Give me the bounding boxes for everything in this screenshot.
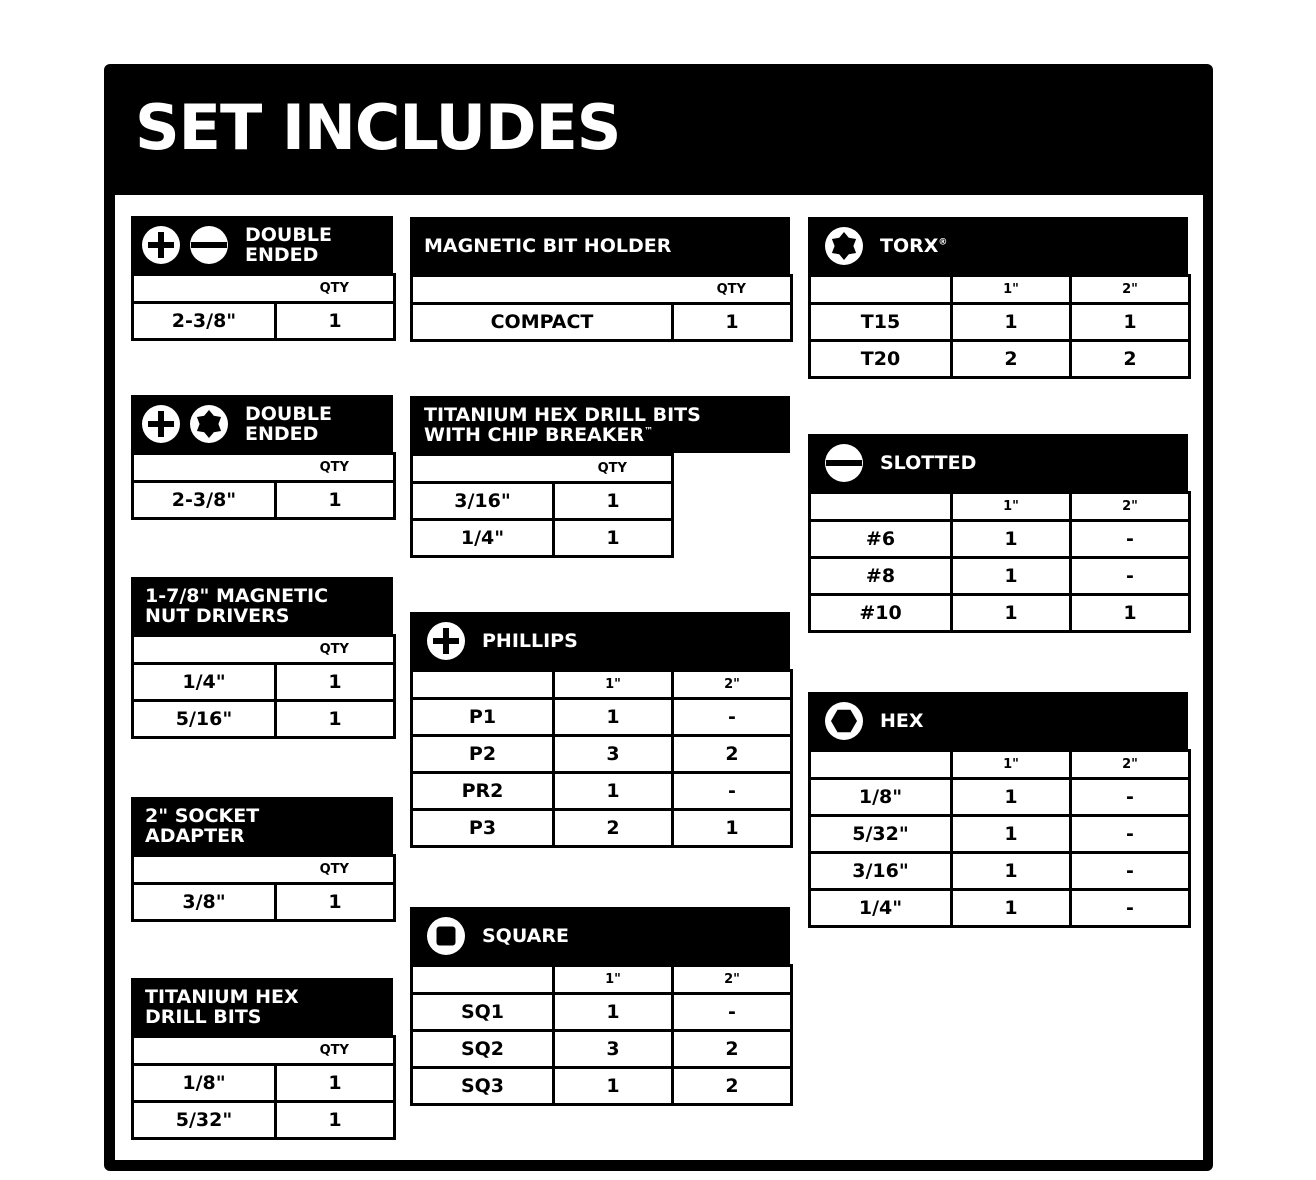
table-header-row: [412, 455, 673, 483]
table-row: [133, 884, 395, 921]
table-row: [133, 482, 395, 519]
size-cell: P2: [412, 736, 554, 773]
header-cell-qty: QTY: [276, 454, 395, 482]
header-cell-2in: 2": [673, 966, 792, 994]
size-cell: COMPACT: [412, 304, 673, 341]
table-header-row: [133, 1037, 395, 1065]
torx-table: [808, 274, 1191, 379]
qty-cell: 1: [276, 701, 395, 738]
table-row: [412, 699, 792, 736]
header-cell-1in: 1": [554, 966, 673, 994]
qty-cell: 1: [276, 1102, 395, 1139]
qty-2in-cell: 1: [1071, 595, 1190, 632]
size-cell: P3: [412, 810, 554, 847]
table-header-row: [810, 751, 1190, 779]
size-cell: 1/4": [412, 520, 554, 557]
table-row: [810, 521, 1190, 558]
size-cell: 1/4": [810, 890, 952, 927]
section-title: TITANIUM HEX DRILL BITS: [145, 985, 299, 1028]
table-header-row: [133, 454, 395, 482]
qty-1in-cell: 1: [554, 994, 673, 1031]
size-cell: SQ1: [412, 994, 554, 1031]
qty-1in-cell: 1: [952, 853, 1071, 890]
table-header-row: [810, 493, 1190, 521]
table-row: [412, 304, 792, 341]
table-row: [412, 736, 792, 773]
size-cell: 1/4": [133, 664, 276, 701]
qty-1in-cell: 3: [554, 736, 673, 773]
section-title: DOUBLE ENDED: [245, 402, 332, 445]
header-cell-2in: 2": [1071, 751, 1190, 779]
qty-cell: 1: [276, 482, 395, 519]
size-cell: #10: [810, 595, 952, 632]
table-row: [412, 520, 673, 557]
header-cell-1in: 1": [952, 751, 1071, 779]
phillips-section: [410, 612, 790, 858]
table-header-row: [133, 275, 395, 303]
qty-cell: 1: [276, 1065, 395, 1102]
size-cell: T20: [810, 341, 952, 378]
section-header: [131, 797, 393, 854]
size-cell: 3/16": [810, 853, 952, 890]
section-title: DOUBLE ENDED: [245, 223, 332, 266]
table-row: [412, 773, 792, 810]
trademark-symbol: ™: [644, 426, 654, 437]
qty-2in-cell: 2: [673, 1068, 792, 1105]
qty-2in-cell: 2: [1071, 341, 1190, 378]
qty-1in-cell: 1: [952, 521, 1071, 558]
section-header: [131, 978, 393, 1035]
quantity-table: [410, 453, 674, 558]
size-cell: 1/8": [133, 1065, 276, 1102]
square-table: [410, 964, 793, 1106]
header-cell-blank: [133, 454, 276, 482]
qty-1in-cell: 1: [554, 1068, 673, 1105]
header-cell-1in: 1": [952, 493, 1071, 521]
qty-cell: 1: [276, 884, 395, 921]
torx-section: [808, 217, 1188, 385]
qty-2in-cell: -: [673, 773, 792, 810]
section-header: [410, 217, 790, 274]
header-cell-blank: [133, 1037, 276, 1065]
qty-1in-cell: 1: [554, 773, 673, 810]
size-cell: 3/16": [412, 483, 554, 520]
table-header-row: [412, 671, 792, 699]
page-title: SET INCLUDES: [135, 91, 621, 164]
header-cell-qty: QTY: [276, 275, 395, 303]
size-cell: 5/16": [133, 701, 276, 738]
quantity-table: [131, 634, 396, 739]
slotted-section: [808, 434, 1188, 641]
section-title: HEX: [880, 709, 924, 732]
section-title: 2" SOCKET ADAPTER: [145, 804, 260, 847]
table-row: [810, 816, 1190, 853]
header-cell-qty: QTY: [554, 455, 673, 483]
titanium-hex-drill-bits-section: [131, 978, 393, 1145]
header-cell-blank: [133, 856, 276, 884]
socket-adapter-section: [131, 797, 393, 925]
table-row: [412, 1068, 792, 1105]
phillips-table: [410, 669, 793, 848]
qty-2in-cell: 2: [673, 736, 792, 773]
header-cell-qty: QTY: [276, 636, 395, 664]
header-cell-blank: [133, 275, 276, 303]
slotted-icon: [189, 225, 229, 265]
qty-1in-cell: 1: [952, 558, 1071, 595]
size-cell: 2-3/8": [133, 303, 276, 340]
table-row: [133, 701, 395, 738]
square-icon: [426, 916, 466, 956]
qty-cell: 1: [276, 303, 395, 340]
section-title: TORX: [880, 234, 939, 257]
size-cell: T15: [810, 304, 952, 341]
torx-icon: [824, 226, 864, 266]
table-row: [810, 304, 1190, 341]
size-cell: #6: [810, 521, 952, 558]
section-header: [808, 217, 1188, 274]
section-header: [131, 577, 393, 634]
table-header-row: [133, 636, 395, 664]
header-cell-qty: QTY: [276, 1037, 395, 1065]
table-row: [133, 664, 395, 701]
quantity-table: [131, 452, 396, 520]
square-section: [410, 907, 790, 1114]
phillips-icon: [141, 404, 181, 444]
hex-icon: [824, 701, 864, 741]
size-cell: SQ2: [412, 1031, 554, 1068]
slotted-icon: [824, 443, 864, 483]
section-title: MAGNETIC BIT HOLDER: [424, 234, 672, 257]
size-cell: #8: [810, 558, 952, 595]
qty-cell: 1: [554, 520, 673, 557]
section-title: TITANIUM HEX DRILL BITS WITH CHIP BREAKER: [424, 403, 701, 446]
double-ended-phillips-slotted-section: [131, 216, 393, 344]
double-ended-phillips-torx-section: [131, 395, 393, 523]
qty-cell: 1: [554, 483, 673, 520]
section-title: PHILLIPS: [482, 629, 578, 652]
header-cell-blank: [412, 276, 673, 304]
qty-cell: 1: [673, 304, 792, 341]
torx-icon: [189, 404, 229, 444]
section-header: [410, 612, 790, 669]
header-cell-2in: 2": [673, 671, 792, 699]
qty-1in-cell: 1: [952, 779, 1071, 816]
table-header-row: [133, 856, 395, 884]
hex-section: [808, 692, 1188, 938]
size-cell: SQ3: [412, 1068, 554, 1105]
qty-1in-cell: 1: [952, 595, 1071, 632]
section-header: [131, 216, 393, 273]
header-cell-blank: [133, 636, 276, 664]
table-row: [810, 853, 1190, 890]
header-cell-blank: [412, 966, 554, 994]
qty-1in-cell: 1: [952, 304, 1071, 341]
table-row: [810, 779, 1190, 816]
chip-breaker-drill-bits-section: [410, 396, 790, 563]
header-cell-qty: QTY: [276, 856, 395, 884]
quantity-table: [131, 1035, 396, 1140]
qty-1in-cell: 2: [554, 810, 673, 847]
registered-symbol: ®: [938, 237, 948, 248]
table-row: [133, 1102, 395, 1139]
qty-1in-cell: 3: [554, 1031, 673, 1068]
table-row: [412, 1031, 792, 1068]
section-header: [410, 907, 790, 964]
size-cell: 2-3/8": [133, 482, 276, 519]
hex-table: [808, 749, 1191, 928]
header-cell-blank: [412, 455, 554, 483]
phillips-icon: [141, 225, 181, 265]
header-cell-1in: 1": [554, 671, 673, 699]
qty-2in-cell: -: [1071, 890, 1190, 927]
section-header: [131, 395, 393, 452]
section-title: SLOTTED: [880, 451, 977, 474]
table-row: [133, 1065, 395, 1102]
qty-2in-cell: -: [1071, 853, 1190, 890]
size-cell: P1: [412, 699, 554, 736]
qty-1in-cell: 1: [952, 890, 1071, 927]
table-header-row: [412, 276, 792, 304]
header-cell-2in: 2": [1071, 276, 1190, 304]
qty-2in-cell: -: [1071, 779, 1190, 816]
header-cell-blank: [810, 276, 952, 304]
qty-2in-cell: -: [1071, 521, 1190, 558]
table-row: [412, 994, 792, 1031]
qty-1in-cell: 2: [952, 341, 1071, 378]
quantity-table: [131, 854, 396, 922]
slotted-table: [808, 491, 1191, 633]
section-header: [808, 692, 1188, 749]
table-row: [412, 483, 673, 520]
size-cell: 5/32": [810, 816, 952, 853]
section-header: [808, 434, 1188, 491]
qty-1in-cell: 1: [952, 816, 1071, 853]
size-cell: PR2: [412, 773, 554, 810]
header-cell-blank: [412, 671, 554, 699]
section-header: [410, 396, 790, 453]
size-cell: 1/8": [810, 779, 952, 816]
phillips-icon: [426, 621, 466, 661]
quantity-table: [131, 273, 396, 341]
table-header-row: [412, 966, 792, 994]
header-cell-2in: 2": [1071, 493, 1190, 521]
magnetic-bit-holder-section: [410, 217, 790, 345]
qty-2in-cell: -: [673, 994, 792, 1031]
quantity-table: [410, 274, 793, 342]
qty-2in-cell: 2: [673, 1031, 792, 1068]
table-row: [810, 341, 1190, 378]
table-header-row: [810, 276, 1190, 304]
qty-2in-cell: -: [673, 699, 792, 736]
table-row: [412, 810, 792, 847]
qty-2in-cell: -: [1071, 816, 1190, 853]
header-cell-1in: 1": [952, 276, 1071, 304]
qty-cell: 1: [276, 664, 395, 701]
qty-2in-cell: 1: [673, 810, 792, 847]
table-row: [810, 558, 1190, 595]
section-title: 1-7/8" MAGNETIC NUT DRIVERS: [145, 584, 329, 627]
qty-1in-cell: 1: [554, 699, 673, 736]
table-row: [810, 890, 1190, 927]
size-cell: 5/32": [133, 1102, 276, 1139]
table-row: [133, 303, 395, 340]
nut-drivers-section: [131, 577, 393, 744]
qty-2in-cell: 1: [1071, 304, 1190, 341]
qty-2in-cell: -: [1071, 558, 1190, 595]
section-title: SQUARE: [482, 924, 569, 947]
size-cell: 3/8": [133, 884, 276, 921]
header-cell-qty: QTY: [673, 276, 792, 304]
table-row: [810, 595, 1190, 632]
header-cell-blank: [810, 493, 952, 521]
header-cell-blank: [810, 751, 952, 779]
